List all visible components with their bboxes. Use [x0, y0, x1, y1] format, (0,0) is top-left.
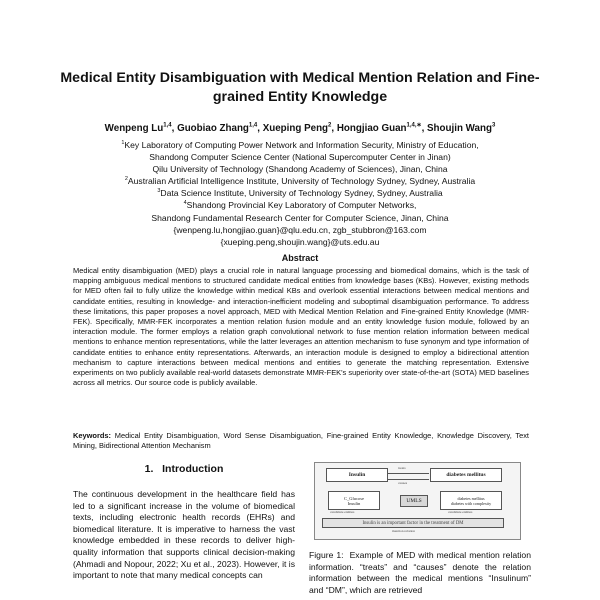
- author-name: Xueping Peng: [262, 123, 329, 134]
- affiliation-text: Shandong Computer Science Center (National Supercomputer Center in Jinan): [149, 152, 451, 163]
- caption-text: Example of MED with medical mention relation information. “treats” and “causes” denote the relation information between the medical mentions “Insulinum” and “DM”, which are retrieved: [309, 550, 531, 595]
- author-affiliation-mark: 1,4: [248, 122, 258, 129]
- figure-arrow-treats: [387, 473, 429, 474]
- figure-label-candidate-right: candidate entities: [448, 510, 473, 514]
- figure-box-sentence: Insulin is an important factor in the treatment of DM: [322, 518, 504, 528]
- figure-box-dm: diabetes mellitus: [430, 468, 502, 482]
- section-number: 1.: [144, 463, 154, 475]
- figure-caption: [309, 550, 531, 596]
- author-affiliation-mark: 3: [491, 122, 496, 129]
- abstract-heading: Abstract: [281, 253, 319, 263]
- author-name: Hongjiao Guan: [336, 123, 407, 134]
- introduction-text: The continuous development in the healthcare field has led to a significant increase in the volume of biomedical texts, including electronic health records (EHRs) and biomedical literature. It is imperative to harness the vast knowledge embedded in these records to deliver high-quality information that supports clinical decision-making (Ahmadi and Nopour, 2022; Xu et al., 2023). However, it is important to note that many medical concepts can: [73, 489, 295, 581]
- author-affiliation-mark: 1,4: [163, 122, 172, 129]
- affiliation-line: [40, 139, 560, 151]
- affiliation-line: [40, 187, 560, 199]
- affiliation-line: [40, 151, 560, 163]
- figure-label-treats: treats: [398, 466, 406, 470]
- affiliation-text: Australian Artificial Intelligence Institute, University of Technology Sydney, Sydney, Australia: [127, 176, 476, 187]
- author-name: Guobiao Zhang: [177, 123, 249, 134]
- affiliation-text: Shandong Provincial Key Laboratory of Computer Networks,: [186, 200, 417, 211]
- author-list: [20, 123, 580, 135]
- author-name: Shoujin Wang: [427, 123, 492, 134]
- affiliation-text: {wenpeng.lu,hongjiao.guan}@qlu.edu.cn, zgb_stubbron@163.com: [173, 224, 427, 235]
- keywords-text: Medical Entity Disambiguation, Word Sense Disambiguation, Fine-grained Entity Knowledge, Knowledge Discovery, Text Mining, Bidirectional Attention Mechanism: [73, 431, 529, 451]
- affiliation-mark: 3: [157, 188, 161, 195]
- affiliation-text: {xueping.peng,shoujin.wang}@uts.edu.au: [220, 236, 380, 247]
- affiliation-line: [40, 212, 560, 224]
- author-affiliation-mark: 2: [328, 122, 332, 129]
- figure-label-mention: mention relation: [392, 529, 416, 533]
- affiliation-list: [40, 139, 560, 248]
- figure-label-causes: causes: [398, 481, 408, 485]
- keywords-label: Keywords:: [73, 431, 112, 440]
- affiliation-line: [40, 175, 560, 187]
- affiliation-text: Key Laboratory of Computing Power Network and Information Security, Ministry of Education,: [124, 140, 479, 150]
- author-separator: ,: [331, 123, 337, 134]
- affiliation-mark: 2: [124, 176, 128, 183]
- caption-label: Figure 1:: [309, 550, 344, 560]
- paper-title: Medical Entity Disambiguation with Medical Mention Relation and Fine-grained Entity Knowledge: [60, 70, 540, 105]
- section-heading-introduction: [73, 463, 295, 475]
- figure-label-candidate-left: candidate entities: [330, 510, 355, 514]
- affiliation-mark: 1: [121, 140, 125, 147]
- author-separator: ,: [257, 123, 263, 134]
- figure-box-kb: UMLS: [400, 495, 428, 507]
- author-name: Wenpeng Lu: [104, 123, 164, 134]
- section-title: Introduction: [162, 463, 224, 475]
- figure-arrow-causes: [387, 479, 429, 480]
- figure-box-insulin: Insulin: [326, 468, 388, 482]
- affiliation-text: Qilu University of Technology (Shandong Academy of Sciences), Jinan, China: [152, 164, 448, 175]
- author-affiliation-mark: 1,4,∗: [406, 122, 422, 129]
- figure-box-candidates-left: C_Glucose Insulin: [328, 491, 380, 510]
- figure-1: [308, 460, 530, 542]
- keywords: [73, 431, 529, 451]
- affiliation-line: [40, 199, 560, 211]
- affiliation-line: [40, 224, 560, 236]
- affiliation-text: Shandong Fundamental Research Center for Computer Science, Jinan, China: [151, 212, 449, 223]
- affiliation-text: Data Science Institute, University of Technology Sydney, Sydney, Australia: [160, 188, 443, 199]
- affiliation-line: [40, 236, 560, 248]
- figure-box-candidates-right: diabetes mellitus diabetes with complexity: [440, 491, 502, 510]
- author-separator: ,: [421, 123, 428, 134]
- affiliation-line: [40, 163, 560, 175]
- affiliation-mark: 4: [183, 200, 187, 207]
- author-separator: ,: [171, 123, 178, 134]
- abstract-text: Medical entity disambiguation (MED) plays a crucial role in natural language processing and biomedical domains, which is the task of mapping ambiguous medical mentions to structured candidate medical entities from knowledge bases (KBs). However, existing methods for MED often fail to fully utilize the knowledge within medical KBs and overlook essential interactions between medical mentions and candidate entities, resulting in knowledge- and interaction-inefficient modeling and suboptimal disambiguation performance. To address these limitations, this paper proposes a novel approach, MED with Medical Mention Relation and Fine-grained Entity Knowledge (MMR-FEK). Specifically, MMR-FEK incorporates a mention relation fusion module and an entity knowledge fusion module, followed by an interaction module. The former employs a relation graph convolutional network to fuse mention relation information between medical mentions to enhance mention representations, while the latter leverages an attention mechanism to fuse synonym and type information of candidate entities to enhance entity representations. Afterwards, an interaction module is designed to employ a bidirectional attention mechanism to capture interactions between medical mentions and entities to generate the matching representation. Extensive experiments on two publicly available real-world datasets demonstrate MMR-FEK's superiority over state-of-the-art (SOTA) MED baselines across all metrics. Our source code is publicly available.: [73, 266, 529, 388]
